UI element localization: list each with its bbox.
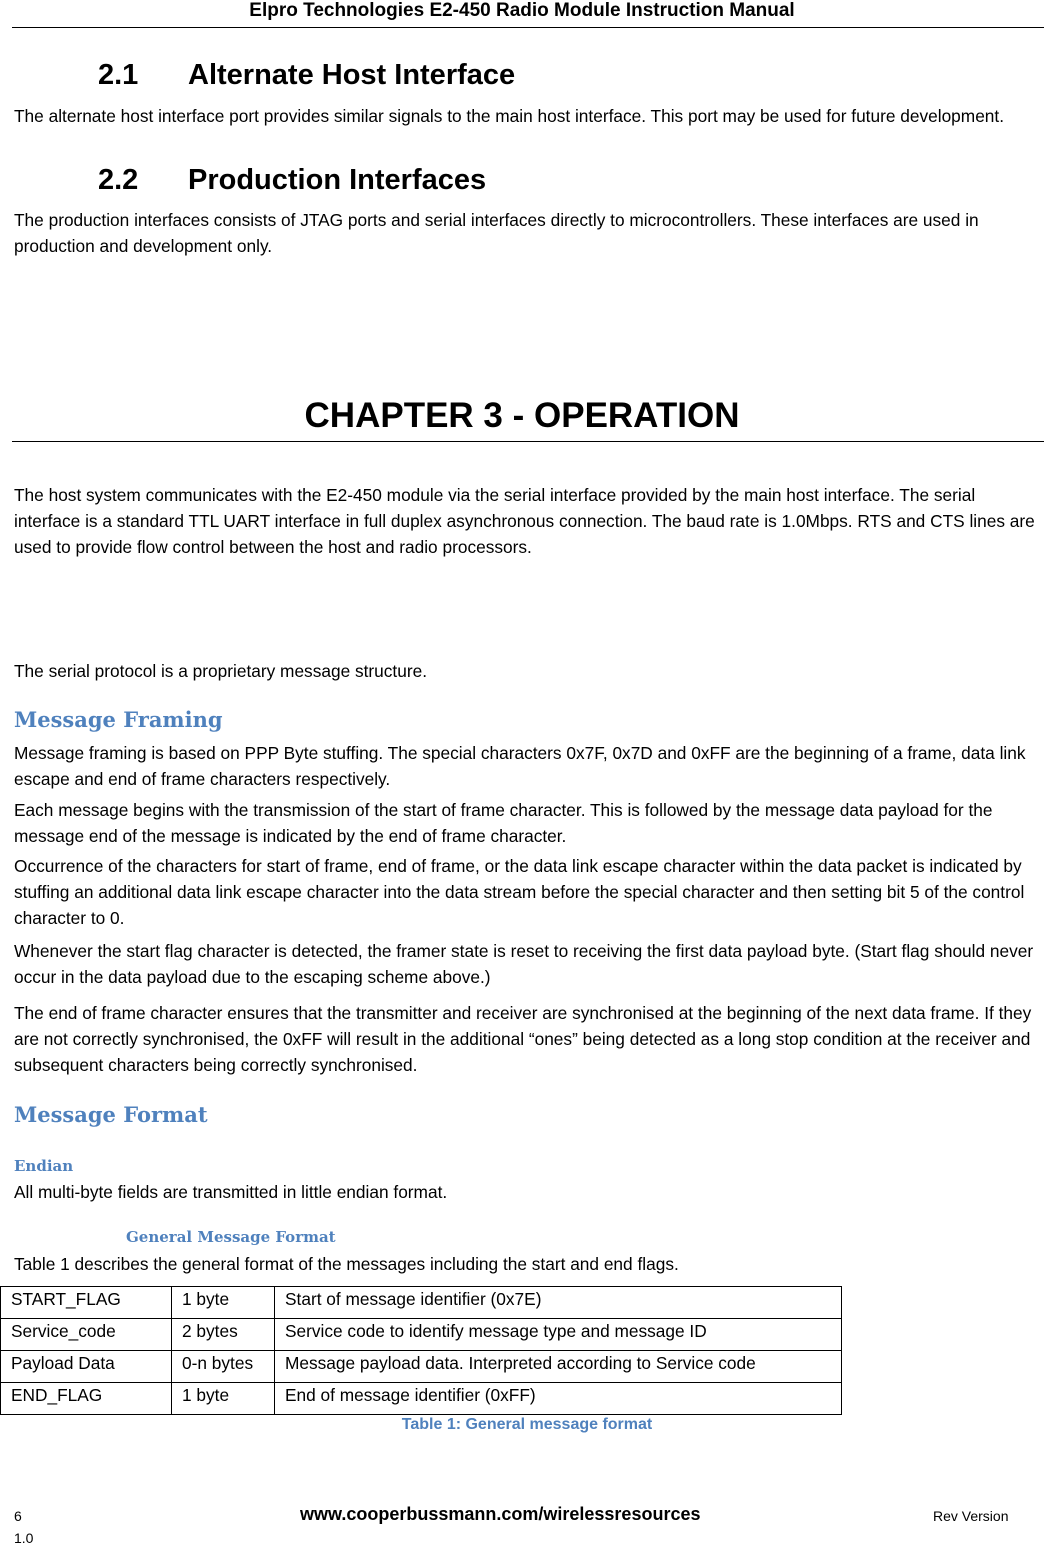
chapter-rule (12, 441, 1044, 442)
protocol-text: The serial protocol is a proprietary message structure. (14, 661, 428, 681)
table-row (1, 1351, 842, 1383)
size-cell: 1 byte (172, 1383, 275, 1415)
section-2-2-body: The production interfaces consists of JTAG ports and serial interfaces directly to microcontrollers. These interfaces are used in production and development only. (14, 210, 979, 256)
table-row (1, 1383, 842, 1415)
section-2-1-heading (98, 58, 798, 92)
revision-value: 1.0 (14, 1530, 34, 1546)
general-format-heading: General Message Format (126, 1228, 336, 1246)
message-format-heading: Message Format (14, 1102, 208, 1127)
field-cell: END_FLAG (1, 1383, 172, 1415)
description-cell: Message payload data. Interpreted according to Service code (275, 1351, 842, 1383)
field-cell: Payload Data (1, 1351, 172, 1383)
section-2-1-body: The alternate host interface port provides similar signals to the main host interface. This port may be used for future development. (14, 106, 1005, 126)
framing-paragraph-1: Message framing is based on PPP Byte stuffing. The special characters 0x7F, 0x7D and 0xFF are the beginning of a frame, data link escape and end of frame characters respectively. (14, 743, 1026, 789)
field-cell: START_FLAG (1, 1287, 172, 1319)
framing-paragraph-5: The end of frame character ensures that the transmitter and receiver are synchronised at the beginning of the next data frame. If they are not correctly synchronised, the 0xFF will result in the additional “ones” being detected as a long stop condition at the receiver and subsequent characters being correctly synchronised. (14, 1003, 1032, 1075)
field-cell: Service_code (1, 1319, 172, 1351)
framing-paragraph-2: Each message begins with the transmission of the start of frame character. This is followed by the message data payload for the message end of the message is indicated by the end of frame character. (14, 800, 993, 846)
message-framing-heading: Message Framing (14, 707, 223, 732)
section-2-2-heading (98, 163, 798, 197)
chapter-title: CHAPTER 3 - OPERATION (304, 396, 740, 435)
general-message-format-table (0, 1286, 842, 1415)
framing-paragraph-4: Whenever the start flag character is detected, the framer state is reset to receiving the first data payload byte. (Start flag should never occur in the data payload due to the escaping scheme above.) (14, 941, 1034, 987)
chapter-intro: The host system communicates with the E2-450 module via the serial interface provided by the main host interface. The serial interface is a standard TTL UART interface in full duplex asynchronous connection. The baud rate is 1.0Mbps. RTS and CTS lines are used to provide flow control between the host and radio processors. (14, 485, 1035, 557)
size-cell: 1 byte (172, 1287, 275, 1319)
endian-body: All multi-byte fields are transmitted in little endian format. (14, 1182, 448, 1202)
framing-paragraph-3: Occurrence of the characters for start of frame, end of frame, or the data link escape character within the data packet is indicated by stuffing an additional data link escape character into the data stream before the special character and then setting bit 5 of the control character to 0. (14, 856, 1025, 928)
running-header: Elpro Technologies E2-450 Radio Module Instruction Manual (249, 0, 795, 21)
endian-heading: Endian (14, 1157, 74, 1175)
section-title: Production Interfaces (188, 164, 487, 196)
table-row (1, 1287, 842, 1319)
section-number: 2.2 (98, 164, 139, 196)
description-cell: Service code to identify message type and message ID (275, 1319, 842, 1351)
table-row (1, 1319, 842, 1351)
section-number: 2.1 (98, 59, 139, 91)
general-format-body: Table 1 describes the general format of the messages including the start and end flags. (14, 1254, 679, 1274)
table-caption: Table 1: General message format (401, 1416, 653, 1433)
size-cell: 0-n bytes (172, 1351, 275, 1383)
section-title: Alternate Host Interface (188, 59, 516, 91)
header-rule (12, 27, 1044, 28)
description-cell: End of message identifier (0xFF) (275, 1383, 842, 1415)
size-cell: 2 bytes (172, 1319, 275, 1351)
revision-label: Rev Version (933, 1508, 1009, 1524)
footer-url[interactable]: www.cooperbussmann.com/wirelessresources (300, 1504, 701, 1524)
description-cell: Start of message identifier (0x7E) (275, 1287, 842, 1319)
page-number: 6 (14, 1508, 22, 1524)
